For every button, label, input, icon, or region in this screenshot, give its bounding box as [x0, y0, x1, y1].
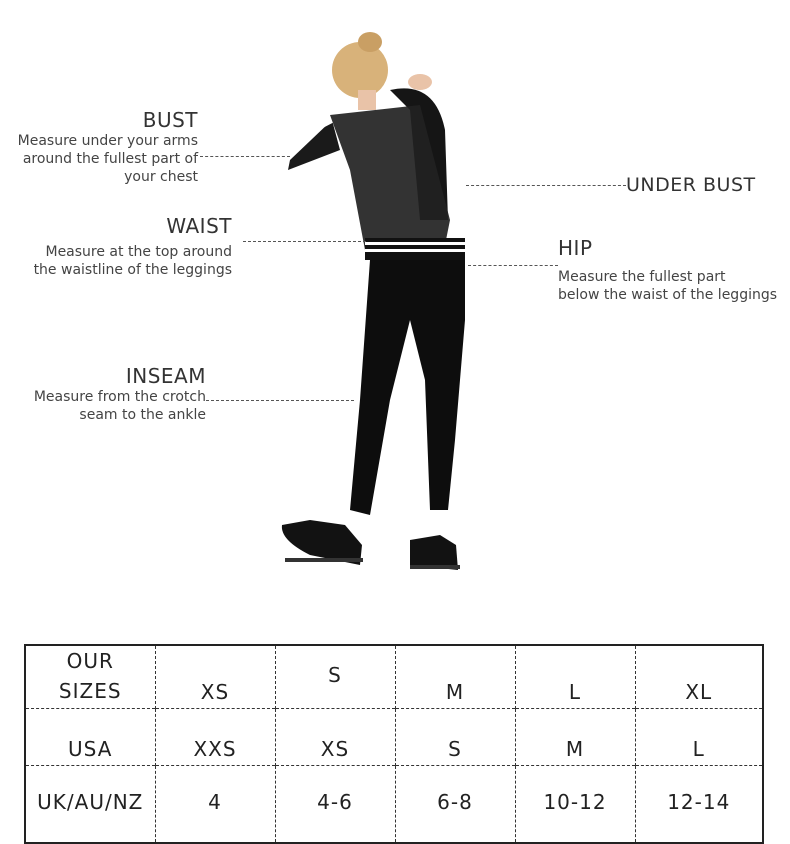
hip-title: HIP: [558, 236, 593, 260]
our-sizes-line: OUR: [66, 649, 114, 673]
table-cell: XS: [275, 709, 395, 766]
table-cell: M: [515, 709, 635, 766]
bust-desc-line: your chest: [124, 169, 198, 185]
waist-leader-line: [243, 241, 366, 242]
under-bust-title: UNDER BUST: [626, 174, 756, 196]
under-bust-leader-line: [466, 185, 626, 186]
table-cell: 10-12: [515, 766, 635, 844]
size-header-xs: XS: [155, 645, 275, 709]
row-label-usa: USA: [25, 709, 155, 766]
bust-leader-line: [200, 156, 290, 157]
hip-desc-line: Measure the fullest part: [558, 269, 726, 285]
size-header-m: M: [395, 645, 515, 709]
inseam-leader-line: [206, 400, 354, 401]
leggings: [350, 260, 465, 515]
table-cell: XXS: [155, 709, 275, 766]
table-row: [25, 766, 763, 844]
hip-leader-line: [468, 265, 558, 266]
hair: [332, 42, 388, 98]
our-sizes-header: [25, 645, 155, 709]
bust-description: [0, 132, 198, 186]
bust-desc-line: Measure under your arms: [17, 133, 198, 149]
waist-title: WAIST: [166, 214, 232, 238]
bust-title: BUST: [142, 108, 198, 132]
hip-desc-line: below the waist of the leggings: [558, 287, 778, 303]
inseam-desc-line: Measure from the crotch: [33, 389, 206, 405]
right-shoe: [410, 535, 458, 570]
table-cell: 12-14: [635, 766, 763, 844]
table-cell: 4-6: [275, 766, 395, 844]
table-cell: S: [395, 709, 515, 766]
size-chart-table: [24, 644, 764, 844]
waist-desc-line: Measure at the top around: [45, 244, 232, 260]
table-cell: 4: [155, 766, 275, 844]
size-header-s: S: [275, 645, 395, 709]
our-sizes-line: SIZES: [58, 679, 122, 703]
table-cell: L: [635, 709, 763, 766]
waist-description: [0, 243, 232, 279]
inseam-title: INSEAM: [125, 364, 206, 388]
model-figure: [270, 20, 490, 590]
bust-desc-line: around the fullest part of: [22, 151, 198, 167]
inseam-desc-line: seam to the ankle: [79, 407, 206, 423]
table-row: [25, 645, 763, 709]
row-label-uk-au-nz: UK/AU/NZ: [25, 766, 155, 844]
inseam-description: [0, 388, 206, 424]
table-cell: 6-8: [395, 766, 515, 844]
table-row: [25, 709, 763, 766]
waist-desc-line: the waistline of the leggings: [33, 262, 232, 278]
size-header-l: L: [515, 645, 635, 709]
size-header-xl: XL: [635, 645, 763, 709]
hip-description: [558, 268, 788, 304]
